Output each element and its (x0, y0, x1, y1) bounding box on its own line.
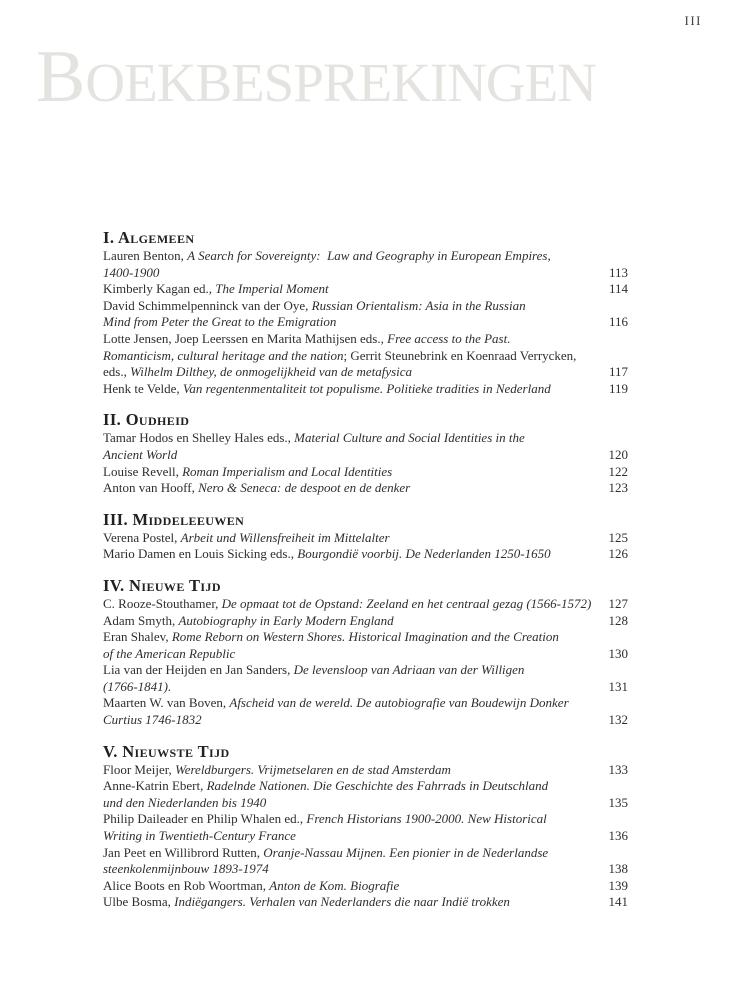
toc-entry-author: Lia van der Heijden en Jan Sanders, (103, 662, 294, 678)
toc-entry-title: of the American Republic (103, 645, 236, 661)
toc-entry-title: Free access to the Past. (387, 330, 511, 346)
section-heading: II. Oudheid (103, 410, 190, 430)
toc-entry-line (103, 861, 628, 878)
toc-entry-line (103, 447, 628, 464)
toc-page-number: 135 (605, 795, 629, 812)
toc-entry-title: A Search for Sovereignty: Law and Geography in European Empires, (187, 248, 551, 263)
toc-page-number: 139 (605, 878, 629, 895)
toc-entry-title: Rome Reborn on Western Shores. Historical Imagination and the Creation (171, 629, 559, 645)
toc-entry-title: Radelnde Nationen. Die Geschichte des Fahrrads in Deutschland (206, 778, 549, 794)
toc-entry-line (103, 530, 628, 547)
toc-entry-author: Lotte Jensen, Joep Leerssen en Marita Mathijsen eds., (103, 330, 388, 346)
toc-entry-author: Henk te Velde, (103, 380, 183, 396)
toc-page-number: 136 (605, 828, 629, 845)
toc-entry-title: Writing in Twentieth-Century France (103, 828, 296, 844)
toc-page-number: 113 (605, 265, 628, 282)
toc-entry-title: Indiëgangers. Verhalen van Nederlanders die naar Indië trokken (174, 894, 510, 910)
toc-entry-line (103, 314, 628, 331)
toc-entry-author: David Schimmelpenninck van der Oye, (103, 297, 312, 313)
toc-entry-line (103, 265, 628, 282)
toc-page-number: 120 (605, 447, 629, 464)
toc-entry-author: Mario Damen en Louis Sicking eds., (103, 546, 298, 562)
toc-entry-author: Alice Boots en Rob Woortman, (103, 877, 270, 893)
toc-entry-title: De opmaat tot de Opstand: Zeeland en het centraal gezag (1566-1572) (221, 595, 592, 611)
toc-entry-title: Autobiography in Early Modern England (178, 612, 394, 628)
toc-entry-author: Adam Smyth, (103, 612, 179, 628)
toc-page-number: 141 (605, 894, 629, 911)
toc-entry-line (103, 662, 628, 679)
toc-entry-title: Romanticism, cultural heritage and the nation (103, 347, 344, 363)
toc-entry-author: Anton van Hooff, (103, 480, 199, 496)
toc-entry-line (103, 762, 628, 779)
toc-entry-author: Anne-Katrin Ebert, (103, 778, 207, 794)
toc-entry-title: steenkolenmijnbouw 1893-1974 (103, 861, 269, 877)
toc-entry-author: eds., (103, 364, 131, 380)
toc-entry-line (103, 845, 628, 862)
toc-entry-title: Material Culture and Social Identities in the (294, 430, 525, 446)
toc-entry-line (103, 381, 628, 398)
toc-entry-line (103, 679, 628, 696)
toc-page-number: 130 (605, 646, 629, 663)
toc-entry-line (103, 828, 628, 845)
toc-entry-line (103, 281, 628, 298)
toc-entry-author: Verena Postel, (103, 529, 181, 545)
toc-entry-line (103, 778, 628, 795)
toc-entry-author: Tamar Hodos en Shelley Hales eds., (103, 430, 295, 446)
toc-page-number: 127 (605, 596, 629, 613)
toc-entry-title: Curtius 1746-1832 (103, 712, 202, 728)
toc-entry-line (103, 795, 628, 812)
toc-entry-author: C. Rooze-Stouthamer, (103, 595, 222, 611)
section-heading: V. Nieuwste Tijd (103, 741, 230, 761)
toc-page-number: 131 (605, 679, 629, 696)
toc-entry-title: Van regentenmentaliteit tot populisme. Politieke tradities in Nederland (182, 380, 551, 396)
toc-page-number: 128 (605, 613, 629, 630)
toc-entry-title: Afscheid van de wereld. De autobiografie van Boudewijn Donker (229, 695, 569, 711)
toc-entry-line (103, 894, 628, 911)
toc-page-number: 114 (605, 281, 628, 298)
toc-page-number: 117 (605, 364, 628, 381)
toc-entry-line (103, 464, 628, 481)
toc-entry-author: Ulbe Bosma, (103, 894, 175, 910)
toc-entry-line (103, 546, 628, 563)
toc-entry-line (103, 811, 628, 828)
folio-page-number: III (684, 13, 702, 28)
toc-page-number: 133 (605, 762, 629, 779)
toc-entry-author: Lauren Benton, (103, 248, 188, 263)
toc-entry-title: Roman Imperialism and Local Identities (182, 463, 393, 479)
toc-entry-line (103, 629, 628, 646)
toc-entry-author: Maarten W. van Boven, (103, 695, 230, 711)
toc-entry-title: Mind from Peter the Great to the Emigration (103, 314, 337, 330)
toc-entry-title: Anton de Kom. Biografie (269, 877, 400, 893)
toc-entry-line (103, 480, 628, 497)
toc-entry-title: Ancient World (103, 446, 178, 462)
toc-entry-line (103, 596, 628, 613)
toc-entry-author: Floor Meijer, (103, 761, 176, 777)
toc-entry-line (103, 298, 628, 315)
section-heading: IV. Nieuwe Tijd (103, 575, 221, 595)
toc-entry-title: The Imperial Moment (215, 281, 329, 297)
toc-page-number: 119 (605, 381, 628, 398)
toc-entry-line (103, 695, 628, 712)
toc-entry-title: Wereldburgers. Vrijmetselaren en de stad Amsterdam (175, 761, 451, 777)
toc-entry-title: Russian Orientalism: Asia in the Russian (311, 297, 526, 313)
toc-entry-line (103, 430, 628, 447)
toc-entry-line (103, 613, 628, 630)
toc-entry-title: Bourgondië voorbij. De Nederlanden 1250-1650 (297, 546, 551, 562)
section-heading: I. Algemeen (103, 228, 195, 247)
page-title: BOEKBESPREKINGEN (36, 36, 596, 118)
toc-entry-line (103, 348, 628, 365)
toc-entry-author: Eran Shalev, (103, 629, 172, 645)
toc-entry-line (103, 331, 628, 348)
toc-page-number: 126 (605, 546, 629, 563)
toc-entry-author: Philip Daileader en Philip Whalen ed., (103, 811, 307, 827)
toc (103, 228, 628, 911)
toc-entry-line (103, 248, 628, 265)
toc-entry-title: (1766-1841). (103, 678, 172, 694)
toc-entry-line (103, 878, 628, 895)
toc-entry-title: und den Niederlanden bis 1940 (103, 794, 267, 810)
toc-entry-title: Wilhelm Dilthey, de onmogelijkheid van de metafysica (130, 364, 413, 380)
toc-page-number: 132 (605, 712, 629, 729)
toc-entry-title: Arbeit und Willensfreiheit im Mittelalter (180, 529, 390, 545)
toc-page-number: 138 (605, 861, 629, 878)
toc-entry-line (103, 712, 628, 729)
toc-page-number: 123 (605, 480, 629, 497)
toc-page-number: 122 (605, 464, 629, 481)
toc-entry-line (103, 646, 628, 663)
toc-entry-author: Kimberly Kagan ed., (103, 281, 216, 297)
toc-entry-title: French Historians 1900-2000. New Historical (306, 811, 547, 827)
toc-entry-author: Jan Peet en Willibrord Rutten, (103, 844, 264, 860)
toc-entry-title: 1400-1900 (103, 264, 160, 280)
toc-page-number: 125 (605, 530, 629, 547)
toc-entry-title: Oranje-Nassau Mijnen. Een pionier in de Nederlandse (263, 844, 549, 860)
toc-entry-title: Nero & Seneca: de despoot en de denker (198, 480, 411, 496)
toc-page-number: 116 (605, 314, 628, 331)
toc-entry-author: ; Gerrit Steunebrink en Koenraad Verrycken, (343, 347, 577, 363)
section-heading: III. Middeleeuwen (103, 509, 245, 529)
toc-entry-title: De levensloop van Adriaan van der Willigen (293, 662, 525, 678)
toc-entry-author: Louise Revell, (103, 463, 183, 479)
toc-entry-line (103, 364, 628, 381)
